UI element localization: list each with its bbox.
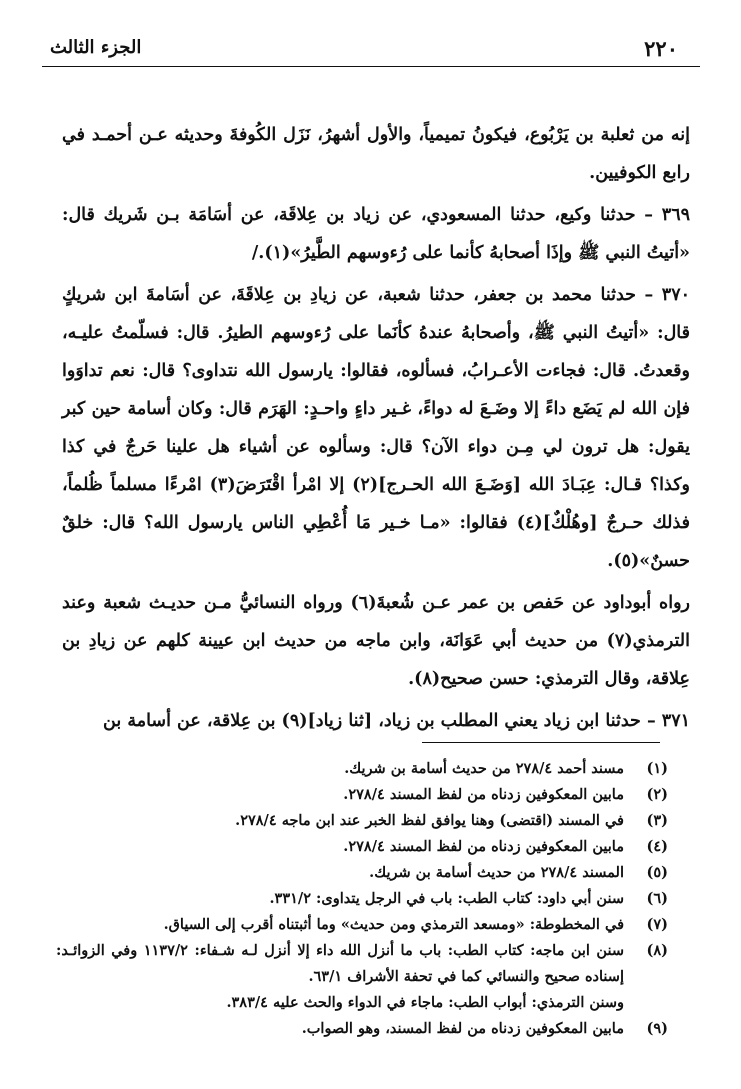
hadith-number: ٣٦٩: [661, 205, 690, 225]
footnote-number: (٣): [646, 812, 668, 829]
footnote-number: (٧): [646, 916, 668, 933]
footnote-number: (٥): [646, 864, 668, 881]
footnote-text: مابين المعكوفين زدناه من لفظ المسند ٢٧٨/٤.: [343, 786, 624, 803]
footnote-4: [56, 834, 668, 860]
footnote-7: [56, 912, 668, 938]
page-header: [42, 32, 700, 67]
footnote-text: مابين المعكوفين زدناه من لفظ المسند، وهو الصواب.: [301, 1020, 624, 1037]
footnote-text: مابين المعكوفين زدناه من لفظ المسند ٢٧٨/٤.: [343, 838, 624, 855]
footnote-6: [56, 886, 668, 912]
hadith-369: [62, 196, 690, 272]
footnote-number: (٤): [646, 838, 668, 855]
footnote-1: [56, 756, 668, 782]
hadith-371: [62, 702, 690, 740]
footnote-number: (٦): [646, 890, 668, 907]
footnote-text: سنن أبي داود: كتاب الطب: باب في الرجل يتداوى: ٣٣١/٢.: [269, 890, 624, 907]
footnote-number: (٨): [646, 942, 668, 959]
footnote-text: وسنن الترمذي: أبواب الطب: ماجاء في الدواء والحث عليه ٣٨٣/٤.: [226, 994, 624, 1011]
hadith-370: [62, 276, 690, 580]
hadith-text: – حدثنا ابن زياد يعني المطلب بن زياد، [ثنا زياد](٩) بن عِلاقة، عن أسامة بن: [103, 711, 662, 731]
footnote-text: في المسند (اقتضى) وهنا يوافق لفظ الخبر عند ابن ماجه ٢٧٨/٤.: [235, 812, 624, 829]
footnote-3: [56, 808, 668, 834]
page-number: ٢٢٠: [644, 36, 678, 61]
footnote-number: (١): [646, 760, 668, 777]
paragraph-intro: إنه من ثعلبة بن يَرْبُوع، فيكونُ تميمياً، والأول أشهرُ، نَزَل الكُوفةَ وحديثه عـن أحمـد في رابع الكوفيين.: [62, 125, 690, 183]
footnotes: [56, 756, 668, 1042]
hadith-number: ٣٧٠: [661, 285, 690, 305]
takhrij-paragraph: رواه أبوداود عن حَفص بن عمر عـن شُعبةَ(٦) ورواه النسائيُّ مـن حديـث شعبة وعند الترمذي(٧) من حديث أبي عَوَانَة، وابن ماجه من حديث ابن عيينة كلهم عن زيادِ بن عِلاقة، وقال الترمذي: حسن صحيح(٨).: [62, 593, 690, 689]
footnote-text: مسند أحمد ٢٧٨/٤ من حديث أسامة بن شريك.: [344, 760, 624, 777]
footnote-text: في المخطوطة: «ومسعد الترمذي ومن حديث» وما أثبتناه أقرب إلى السياق.: [163, 916, 624, 933]
footnote-text: سنن ابن ماجه: كتاب الطب: باب ما أنزل الله داء إلا أنزل لـه شـفاء: ١١٣٧/٢ وفي الزوائـد: إسناده صحيح والنسائي كما في تحفة الأشراف ٦٣/١.: [56, 942, 624, 985]
hadith-text: – حدثنا وكيع، حدثنا المسعودي، عن زياد بن عِلاقَة، عن أسَامَة بـن شَريك قال: «أتيتُ النبي ﷺ وإذَا أصحابهُ كأنما على رُءوسهم الطَّيرُ»(١)./: [62, 205, 690, 263]
footnote-number: (٩): [646, 1020, 668, 1037]
hadith-number: ٣٧١: [661, 711, 690, 731]
footnote-5: [56, 860, 668, 886]
footnote-text: المسند ٢٧٨/٤ من حديث أسامة بن شريك.: [369, 864, 624, 881]
main-text: [62, 116, 690, 744]
footnote-2: [56, 782, 668, 808]
footnote-9: [56, 1016, 668, 1042]
running-title: الجزء الثالث: [50, 37, 142, 58]
hadith-text: – حدثنا محمد بن جعفر، حدثنا شعبة، عن زيادِ بن عِلاقَةَ، عن أسَامةَ ابن شريكٍ قال: «أتيتُ النبي ﷺ، وأصحابهُ عندهُ كأنَما على رُءوسهم الطيرُ. قال: فسلّمتُ عليـه، وقعدتُ. قال: فجاءت الأعـرابُ، فسألوه، فقالوا: يارسول الله نتداوى؟ قال: نعم تداوَوا فإن الله لم يَضَع داءً إلا وضَـعَ له دواءً، غـير داءٍ واحـدٍ: الهَرَم قال: وكان أسامة حين كبر يقول: هل ترون لي مِـن دواء الآن؟ قال: وسألوه عن أشياء هل علينا حَرجٌ في كذا وكذا؟ قـال: عِبَـادَ الله [وَضَـعَ الله الحـرج](٢) إلا امْرأ اقْتَرَضَ(٣) امْرءًا مسلماً ظُلماً، فذلك حـرجٌ [وهُلْكٌ](٤) فقالوا: «مـا خـير مَا أُعْطِي الناس يارسول الله؟ قال: خلقٌ حسنٌ»(٥).: [62, 285, 690, 571]
footnote-number: (٢): [646, 786, 668, 803]
footnote-8: [56, 938, 668, 990]
footnote-8-continuation: [56, 990, 668, 1016]
footnote-divider: [422, 742, 660, 743]
